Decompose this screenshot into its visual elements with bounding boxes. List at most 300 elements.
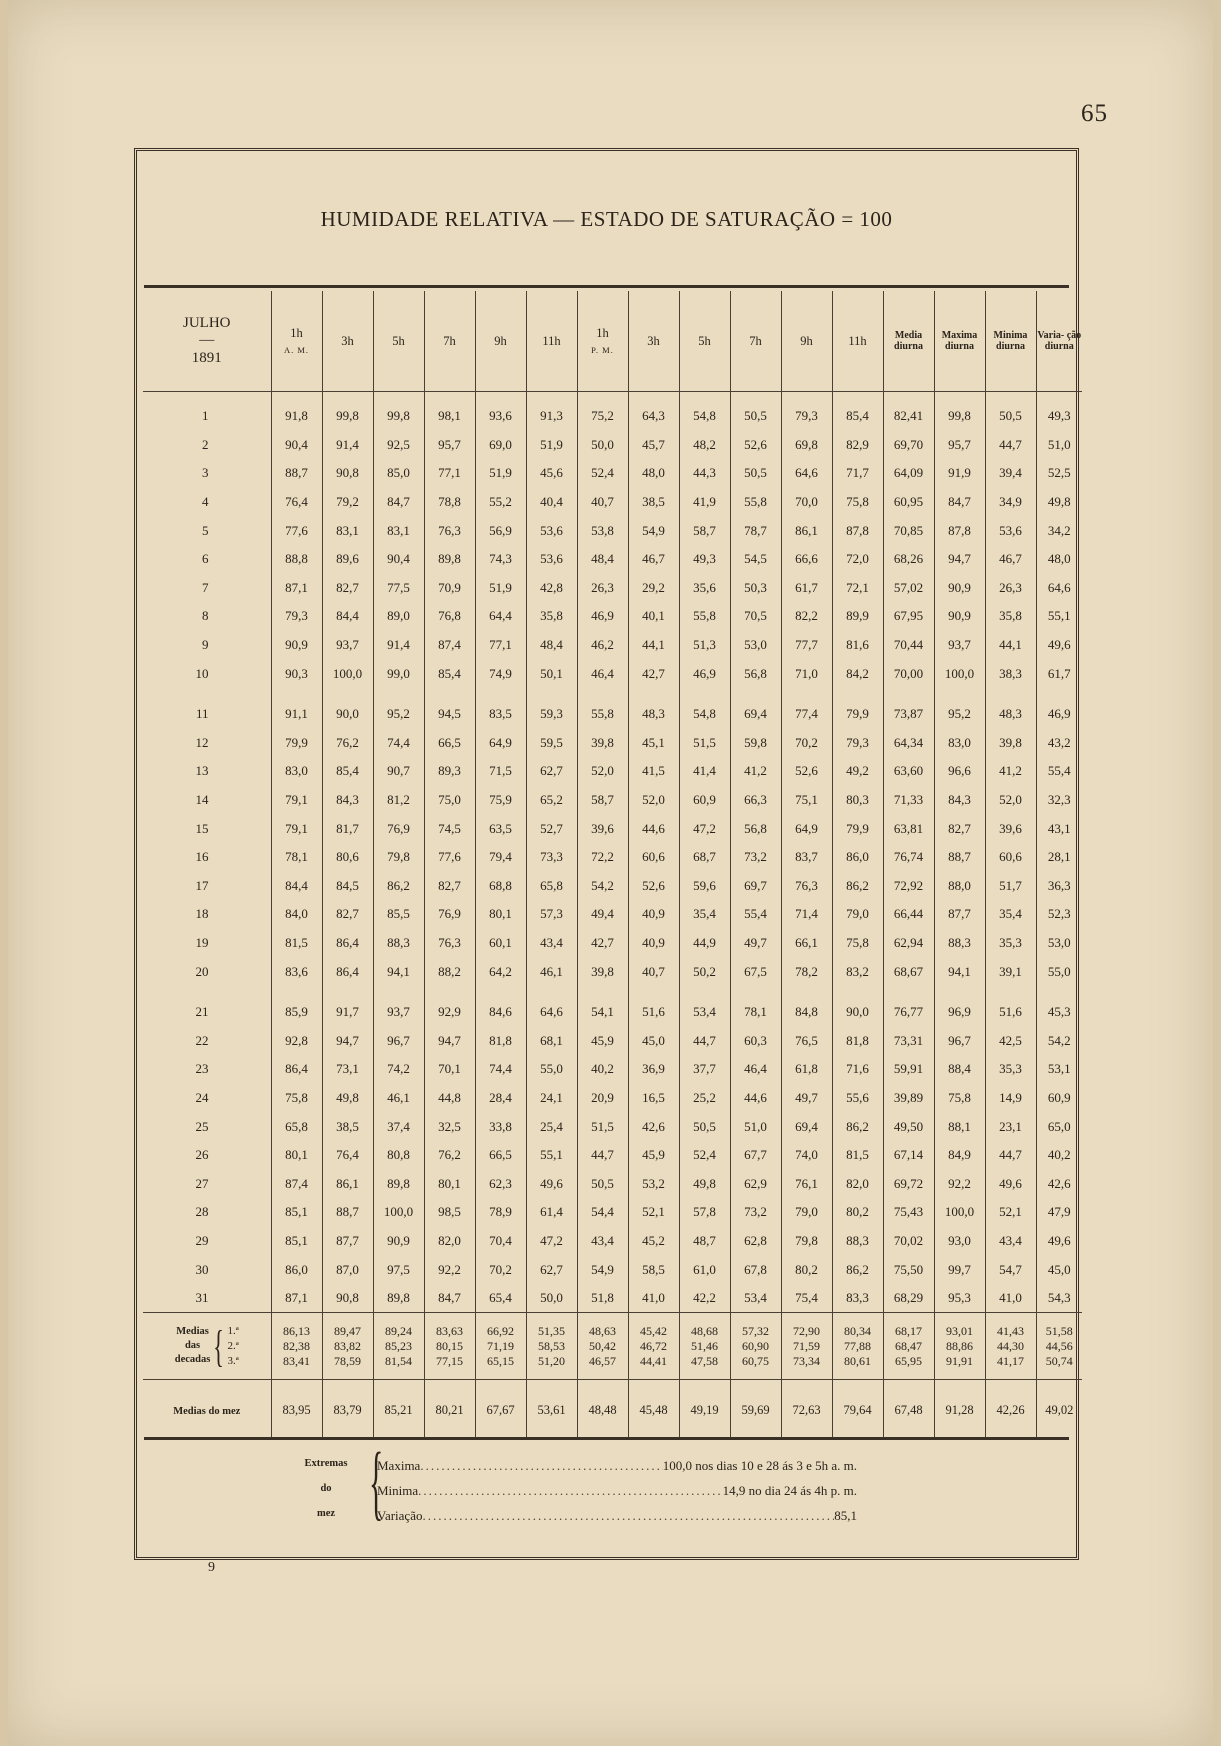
day-cell: 28 (195, 1204, 209, 1220)
value-cell: 88,7 (322, 1198, 373, 1227)
value-cell: 63,5 (475, 814, 526, 843)
value-cell: 75,2 (577, 402, 628, 431)
label-line: das (184, 1340, 201, 1352)
decade-means-cell (526, 1313, 577, 1380)
value-cell: 40,9 (628, 929, 679, 958)
value-cell: 67,14 (883, 1141, 934, 1170)
decade-mean-value: 65,95 (895, 1353, 922, 1368)
value-cell: 52,6 (781, 757, 832, 786)
decade-number: 2.ª (227, 1339, 239, 1352)
extremes-label-line: do (320, 1483, 332, 1494)
value-cell: 48,0 (1036, 545, 1082, 574)
spacer-cell (322, 392, 373, 403)
value-cell: 62,8 (730, 1227, 781, 1256)
label-line: decadas (174, 1354, 211, 1366)
value-cell: 43,4 (577, 1227, 628, 1256)
value-cell: 62,7 (526, 757, 577, 786)
value-cell: 66,44 (883, 900, 934, 929)
day-cell: 25 (195, 1118, 209, 1134)
month-mean-value: 45,48 (628, 1380, 679, 1441)
value-cell: 66,5 (424, 729, 475, 758)
table-row (143, 402, 1082, 431)
value-cell: 100,0 (322, 659, 373, 688)
value-cell: 88,3 (373, 929, 424, 958)
table-row (143, 1112, 1082, 1141)
value-cell: 28,4 (475, 1084, 526, 1113)
value-cell: 49,8 (1036, 488, 1082, 517)
value-cell: 66,3 (730, 786, 781, 815)
value-cell: 87,4 (271, 1169, 322, 1198)
column-label: 7h (443, 333, 456, 348)
value-cell: 84,3 (934, 786, 985, 815)
value-cell: 99,8 (322, 402, 373, 431)
table-row (143, 1141, 1082, 1170)
value-cell: 52,5 (1036, 459, 1082, 488)
decade-means-cell (628, 1313, 679, 1380)
day-cell: 26 (195, 1147, 209, 1163)
value-cell: 80,1 (475, 900, 526, 929)
extremes-label-line: mez (316, 1508, 336, 1519)
day-cell: 20 (195, 963, 209, 979)
value-cell: 79,9 (832, 700, 883, 729)
spacer-cell (373, 688, 424, 700)
decade-mean-value: 41,17 (997, 1353, 1024, 1368)
decade-mean-value: 51,46 (691, 1338, 718, 1353)
spacer-cell (730, 688, 781, 700)
column-header (781, 291, 832, 392)
value-cell: 65,0 (1036, 1112, 1082, 1141)
value-cell: 75,8 (934, 1084, 985, 1113)
day-cell: 3 (202, 465, 209, 481)
day-cell: 5 (202, 522, 209, 538)
value-cell: 52,4 (577, 459, 628, 488)
value-cell: 85,1 (271, 1198, 322, 1227)
value-cell: 55,0 (526, 1055, 577, 1084)
spacer-cell (424, 688, 475, 700)
month-mean-value: 49,19 (679, 1380, 730, 1441)
decade-mean-value: 86,13 (283, 1323, 310, 1338)
value-cell: 93,7 (322, 631, 373, 660)
value-cell: 44,6 (628, 814, 679, 843)
month-mean-value: 67,67 (475, 1380, 526, 1441)
value-cell: 91,9 (934, 459, 985, 488)
value-cell: 83,1 (373, 516, 424, 545)
value-cell: 44,6 (730, 1084, 781, 1113)
value-cell: 89,6 (322, 545, 373, 574)
value-cell: 69,70 (883, 431, 934, 460)
value-cell: 39,8 (577, 957, 628, 986)
day-cell: 14 (195, 792, 209, 808)
decade-mean-value: 51,58 (1045, 1323, 1073, 1338)
decade-mean-value: 71,59 (793, 1338, 820, 1353)
decade-mean-value: 65,15 (487, 1353, 514, 1368)
decade-mean-value: 41,43 (997, 1323, 1024, 1338)
value-cell: 58,5 (628, 1255, 679, 1284)
table-row (143, 814, 1082, 843)
value-cell: 84,7 (934, 488, 985, 517)
value-cell: 50,5 (985, 402, 1036, 431)
value-cell: 95,7 (424, 431, 475, 460)
value-cell: 48,0 (628, 459, 679, 488)
decade-mean-value: 93,01 (946, 1323, 973, 1338)
value-cell: 92,2 (424, 1255, 475, 1284)
value-cell: 45,9 (628, 1141, 679, 1170)
table-row (143, 431, 1082, 460)
decade-means-cell (781, 1313, 832, 1380)
day-cell: 13 (195, 763, 209, 779)
spacer-cell (143, 688, 271, 700)
value-cell: 87,1 (271, 574, 322, 603)
value-cell: 45,2 (628, 1227, 679, 1256)
value-cell: 49,2 (832, 757, 883, 786)
table-row (143, 929, 1082, 958)
value-cell: 100,0 (373, 1198, 424, 1227)
value-cell: 97,5 (373, 1255, 424, 1284)
value-cell: 88,0 (934, 872, 985, 901)
decade-number: 1.ª (227, 1325, 239, 1338)
value-cell: 77,4 (781, 700, 832, 729)
value-cell: 77,6 (271, 516, 322, 545)
value-cell: 35,3 (985, 1055, 1036, 1084)
value-cell: 45,0 (628, 1026, 679, 1055)
spacer-cell (1036, 986, 1082, 998)
month-mean-value: 59,69 (730, 1380, 781, 1441)
value-cell: 90,0 (322, 700, 373, 729)
value-cell: 35,4 (679, 900, 730, 929)
value-cell: 79,3 (271, 602, 322, 631)
value-cell: 26,3 (985, 574, 1036, 603)
value-cell: 50,5 (730, 402, 781, 431)
value-cell: 64,6 (526, 998, 577, 1027)
column-label: Media diurna (894, 329, 923, 352)
value-cell: 70,44 (883, 631, 934, 660)
value-cell: 73,2 (730, 843, 781, 872)
decade-mean-value: 85,23 (385, 1338, 412, 1353)
value-cell: 66,6 (781, 545, 832, 574)
decade-mean-value: 46,72 (640, 1338, 667, 1353)
value-cell: 88,3 (934, 929, 985, 958)
spacer-cell (628, 986, 679, 998)
value-cell: 69,72 (883, 1169, 934, 1198)
value-cell: 39,6 (985, 814, 1036, 843)
value-cell: 39,89 (883, 1084, 934, 1113)
spacer-cell (883, 688, 934, 700)
value-cell: 51,9 (475, 574, 526, 603)
value-cell: 82,0 (832, 1169, 883, 1198)
value-cell: 60,6 (628, 843, 679, 872)
value-cell: 51,0 (730, 1112, 781, 1141)
value-cell: 55,1 (526, 1141, 577, 1170)
month-mean-value: 67,48 (883, 1380, 934, 1441)
decade-numbers (227, 1324, 238, 1369)
value-cell: 64,2 (475, 957, 526, 986)
extremes-rows (377, 1453, 857, 1528)
value-cell: 53,6 (526, 545, 577, 574)
day-cell: 11 (195, 706, 209, 722)
title-rule (144, 285, 1069, 288)
value-cell: 65,8 (526, 872, 577, 901)
value-cell: 71,33 (883, 786, 934, 815)
value-cell: 87,8 (934, 516, 985, 545)
value-cell: 77,1 (424, 459, 475, 488)
extreme-variacao-row (377, 1503, 857, 1528)
spacer-cell (373, 986, 424, 998)
value-cell: 55,4 (1036, 757, 1082, 786)
value-cell: 25,4 (526, 1112, 577, 1141)
column-label: 11h (848, 333, 867, 348)
value-cell: 51,6 (628, 998, 679, 1027)
month-mean-value: 91,28 (934, 1380, 985, 1441)
value-cell: 50,0 (526, 1284, 577, 1313)
value-cell: 91,1 (271, 700, 322, 729)
value-cell: 91,8 (271, 402, 322, 431)
value-cell: 49,3 (679, 545, 730, 574)
value-cell: 99,0 (373, 659, 424, 688)
spacer-cell (526, 688, 577, 700)
value-cell: 70,2 (781, 729, 832, 758)
value-cell: 82,2 (781, 602, 832, 631)
value-cell: 90,0 (832, 998, 883, 1027)
column-label: Minima diurna (993, 329, 1028, 352)
value-cell: 70,0 (781, 488, 832, 517)
value-cell: 70,02 (883, 1227, 934, 1256)
value-cell: 84,3 (322, 786, 373, 815)
value-cell: 34,2 (1036, 516, 1082, 545)
value-cell: 49,7 (730, 929, 781, 958)
value-cell: 95,2 (934, 700, 985, 729)
value-cell: 84,8 (781, 998, 832, 1027)
value-cell: 48,2 (679, 431, 730, 460)
value-cell: 79,1 (271, 786, 322, 815)
value-cell: 89,0 (373, 602, 424, 631)
value-cell: 55,1 (1036, 602, 1082, 631)
value-cell: 42,6 (1036, 1169, 1082, 1198)
value-cell: 64,09 (883, 459, 934, 488)
month-means-label: Medias do mez (173, 1405, 241, 1417)
value-cell: 92,2 (934, 1169, 985, 1198)
value-cell: 35,3 (985, 929, 1036, 958)
value-cell: 81,5 (271, 929, 322, 958)
value-cell: 88,7 (934, 843, 985, 872)
value-cell: 87,4 (424, 631, 475, 660)
value-cell: 58,7 (577, 786, 628, 815)
spacer-cell (526, 986, 577, 998)
value-cell: 76,5 (781, 1026, 832, 1055)
value-cell: 65,2 (526, 786, 577, 815)
spacer-cell (577, 688, 628, 700)
column-label: 9h (494, 333, 507, 348)
spacer-cell (985, 688, 1036, 700)
decade-mean-value: 77,15 (436, 1353, 463, 1368)
value-cell: 68,29 (883, 1284, 934, 1313)
table-row (143, 1198, 1082, 1227)
value-cell: 53,6 (985, 516, 1036, 545)
value-cell: 88,3 (832, 1227, 883, 1256)
value-cell: 80,1 (424, 1169, 475, 1198)
value-cell: 74,5 (424, 814, 475, 843)
value-cell: 51,0 (1036, 431, 1082, 460)
value-cell: 67,7 (730, 1141, 781, 1170)
value-cell: 54,3 (1036, 1284, 1082, 1313)
table-row (143, 729, 1082, 758)
value-cell: 49,6 (985, 1169, 1036, 1198)
spacer-cell (934, 392, 985, 403)
decade-means-cell (934, 1313, 985, 1380)
value-cell: 48,4 (526, 631, 577, 660)
value-cell: 61,8 (781, 1055, 832, 1084)
value-cell: 52,7 (526, 814, 577, 843)
value-cell: 47,2 (526, 1227, 577, 1256)
column-header (832, 291, 883, 392)
value-cell: 69,0 (475, 431, 526, 460)
table-row (143, 757, 1082, 786)
decade-mean-value: 77,88 (844, 1338, 871, 1353)
value-cell: 43,1 (1036, 814, 1082, 843)
decade-mean-value: 45,42 (640, 1323, 667, 1338)
value-cell: 76,3 (781, 872, 832, 901)
value-cell: 44,1 (628, 631, 679, 660)
value-cell: 76,77 (883, 998, 934, 1027)
day-cell: 30 (195, 1261, 209, 1277)
spacer-cell (526, 392, 577, 403)
value-cell: 61,0 (679, 1255, 730, 1284)
value-cell: 49,6 (1036, 631, 1082, 660)
value-cell: 93,6 (475, 402, 526, 431)
day-cell: 22 (195, 1032, 209, 1048)
value-cell: 83,3 (832, 1284, 883, 1313)
value-cell: 48,7 (679, 1227, 730, 1256)
value-cell: 94,1 (373, 957, 424, 986)
column-header (373, 291, 424, 392)
value-cell: 53,2 (628, 1169, 679, 1198)
day-cell: 4 (202, 494, 209, 510)
value-cell: 79,9 (271, 729, 322, 758)
value-cell: 44,1 (985, 631, 1036, 660)
decade-means-cell (577, 1313, 628, 1380)
extremes-label-line: Extremas (304, 1458, 348, 1469)
value-cell: 74,9 (475, 659, 526, 688)
value-cell: 55,4 (730, 900, 781, 929)
extreme-name: Variação (377, 1508, 423, 1523)
value-cell: 45,7 (628, 431, 679, 460)
day-cell: 17 (195, 877, 209, 893)
value-cell: 82,9 (832, 431, 883, 460)
value-cell: 51,9 (526, 431, 577, 460)
value-cell: 60,3 (730, 1026, 781, 1055)
column-label: 3h (647, 333, 660, 348)
value-cell: 90,7 (373, 757, 424, 786)
decade-mean-value: 44,41 (640, 1353, 667, 1368)
table-row (143, 631, 1082, 660)
value-cell: 100,0 (934, 1198, 985, 1227)
value-cell: 62,3 (475, 1169, 526, 1198)
value-cell: 47,9 (1036, 1198, 1082, 1227)
value-cell: 82,0 (424, 1227, 475, 1256)
column-label: 3h (341, 333, 354, 348)
value-cell: 51,3 (679, 631, 730, 660)
value-cell: 75,8 (271, 1084, 322, 1113)
value-cell: 90,8 (322, 1284, 373, 1313)
value-cell: 74,3 (475, 545, 526, 574)
value-cell: 54,1 (577, 998, 628, 1027)
value-cell: 41,4 (679, 757, 730, 786)
leader-dots (422, 1503, 834, 1528)
value-cell: 39,6 (577, 814, 628, 843)
spacer-cell (143, 986, 271, 998)
table-body (143, 392, 1082, 1441)
value-cell: 84,6 (475, 998, 526, 1027)
decade-mean-value: 48,63 (589, 1323, 616, 1338)
spacer-cell (271, 392, 322, 403)
column-label: Varia- ção diurna (1037, 329, 1082, 352)
value-cell: 78,2 (781, 957, 832, 986)
value-cell: 46,9 (679, 659, 730, 688)
value-cell: 82,7 (322, 900, 373, 929)
value-cell: 68,26 (883, 545, 934, 574)
value-cell: 88,1 (934, 1112, 985, 1141)
month-means-label-cell (143, 1380, 271, 1441)
value-cell: 90,8 (322, 459, 373, 488)
decade-mean-value: 73,34 (793, 1353, 820, 1368)
value-cell: 44,3 (679, 459, 730, 488)
value-cell: 72,0 (832, 545, 883, 574)
value-cell: 37,7 (679, 1055, 730, 1084)
value-cell: 85,4 (424, 659, 475, 688)
spacer-cell (424, 392, 475, 403)
value-cell: 45,1 (628, 729, 679, 758)
spacer-cell (934, 688, 985, 700)
spacer-cell (730, 392, 781, 403)
value-cell: 29,2 (628, 574, 679, 603)
column-label: 5h (698, 333, 711, 348)
table-row (143, 1026, 1082, 1055)
decade-mean-value: 91,91 (946, 1353, 973, 1368)
value-cell: 43,4 (985, 1227, 1036, 1256)
value-cell: 35,6 (679, 574, 730, 603)
decade-means-cell (1036, 1313, 1082, 1380)
column-label: 7h (749, 333, 762, 348)
value-cell: 55,0 (1036, 957, 1082, 986)
value-cell: 90,9 (934, 574, 985, 603)
decade-means-cell (883, 1313, 934, 1380)
value-cell: 79,4 (475, 843, 526, 872)
value-cell: 44,7 (577, 1141, 628, 1170)
value-cell: 64,6 (1036, 574, 1082, 603)
value-cell: 51,9 (475, 459, 526, 488)
spacer-cell (679, 986, 730, 998)
value-cell: 96,6 (934, 757, 985, 786)
value-cell: 52,3 (1036, 900, 1082, 929)
value-cell: 61,4 (526, 1198, 577, 1227)
value-cell: 59,91 (883, 1055, 934, 1084)
extremes-label (297, 1451, 355, 1526)
value-cell: 42,2 (679, 1284, 730, 1313)
column-header (934, 291, 985, 392)
value-cell: 54,9 (577, 1255, 628, 1284)
value-cell: 49,8 (322, 1084, 373, 1113)
value-cell: 82,7 (322, 574, 373, 603)
value-cell: 64,3 (628, 402, 679, 431)
value-cell: 79,8 (373, 843, 424, 872)
value-cell: 94,7 (424, 1026, 475, 1055)
value-cell: 70,85 (883, 516, 934, 545)
spacer-cell (628, 688, 679, 700)
value-cell: 41,0 (628, 1284, 679, 1313)
day-cell: 12 (195, 734, 209, 750)
month-label: JULHO (183, 315, 231, 332)
value-cell: 40,4 (526, 488, 577, 517)
table-row (143, 786, 1082, 815)
